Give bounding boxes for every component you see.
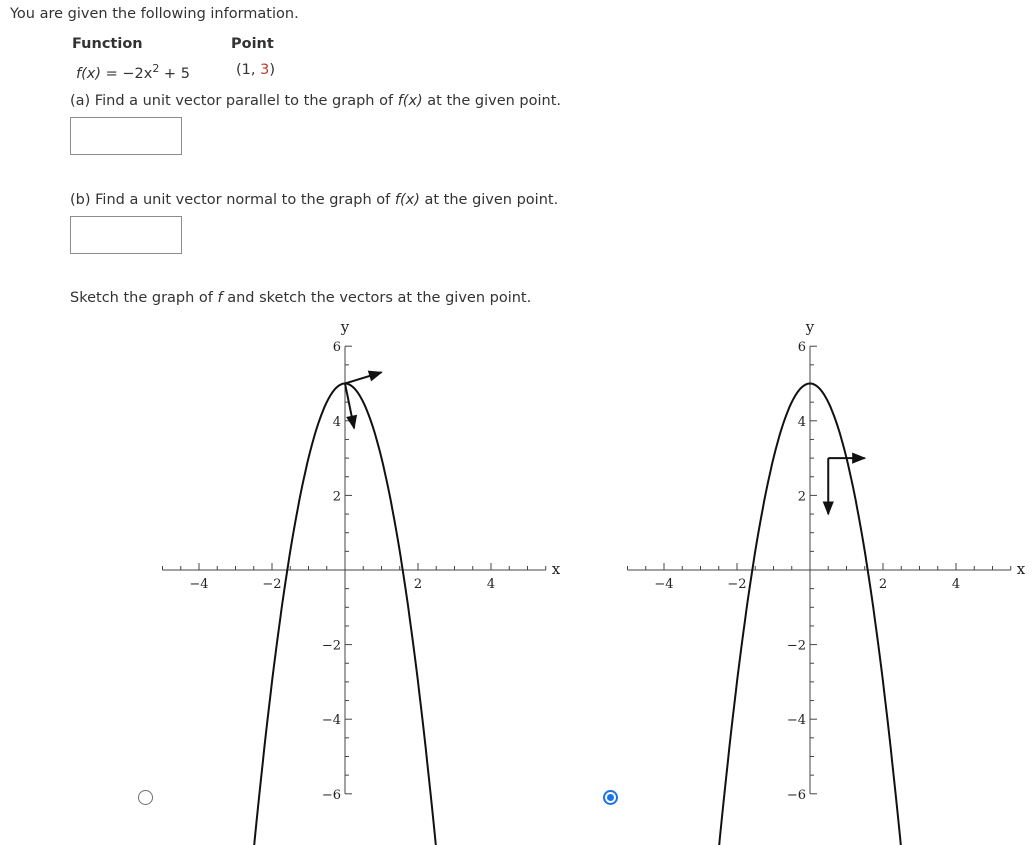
fx-exp: 2 <box>152 62 160 75</box>
question-b <box>70 192 558 208</box>
question-b-fx: f(x) <box>394 192 420 208</box>
sketch-instruction <box>70 290 531 306</box>
y-tick-label: 6 <box>797 340 806 356</box>
answer-a-input[interactable] <box>70 117 182 155</box>
point-value <box>236 62 275 78</box>
y-tick-label: −6 <box>321 787 341 803</box>
y-tick-label: 4 <box>332 414 341 430</box>
y-tick-label: −4 <box>321 713 341 729</box>
function-expression <box>76 62 190 82</box>
x-tick-label: 2 <box>413 577 423 592</box>
point-open: (1, <box>236 62 261 78</box>
y-tick-label: −2 <box>786 638 806 654</box>
intro-text: You are given the following information. <box>10 6 299 22</box>
sketch-suffix: and sketch the vectors at the given point. <box>222 290 532 306</box>
y-tick-label: 4 <box>797 414 806 430</box>
x-tick-label: 2 <box>878 577 888 592</box>
y-tick-label: 6 <box>332 340 341 356</box>
x-axis-label: x <box>1016 560 1026 578</box>
x-tick-label: −2 <box>727 577 747 592</box>
question-a-suffix: at the given point. <box>422 93 562 109</box>
x-tick-label: −2 <box>262 577 282 592</box>
y-tick-label: −2 <box>321 638 341 654</box>
x-tick-label: 4 <box>951 577 961 592</box>
question-a-fx: f(x) <box>397 93 423 109</box>
fx-eq: = −2x <box>101 65 153 82</box>
sketch-prefix: Sketch the graph of <box>70 290 218 306</box>
y-axis-label: y <box>340 318 350 337</box>
y-tick-label: −4 <box>786 713 806 729</box>
x-tick-label: 4 <box>486 577 496 592</box>
sketch-f: f <box>217 290 223 306</box>
x-axis-label: x <box>551 560 561 578</box>
y-tick-label: 2 <box>332 489 341 505</box>
point-close: ) <box>269 62 276 78</box>
choice-graph-1 <box>150 315 570 810</box>
table-header-function: Function <box>72 36 143 52</box>
y-tick-label: −6 <box>786 787 806 803</box>
table-header-point: Point <box>231 36 274 52</box>
y-tick-label: 2 <box>797 489 806 505</box>
point-y: 3 <box>260 62 270 78</box>
x-tick-label: −4 <box>189 577 209 592</box>
fx-rest: + 5 <box>159 65 190 82</box>
question-a-prefix: (a) Find a unit vector parallel to the graph of <box>70 93 398 109</box>
fx-label: f(x) <box>76 65 101 82</box>
question-a <box>70 93 561 109</box>
vector-arrow <box>345 372 382 383</box>
answer-b-input[interactable] <box>70 216 182 254</box>
vector-arrow <box>345 384 354 429</box>
choice-graph-2 <box>615 315 1035 810</box>
question-b-suffix: at the given point. <box>419 192 559 208</box>
x-tick-label: −4 <box>654 577 674 592</box>
y-axis-label: y <box>805 318 815 337</box>
question-b-prefix: (b) Find a unit vector normal to the graph of <box>70 192 395 208</box>
